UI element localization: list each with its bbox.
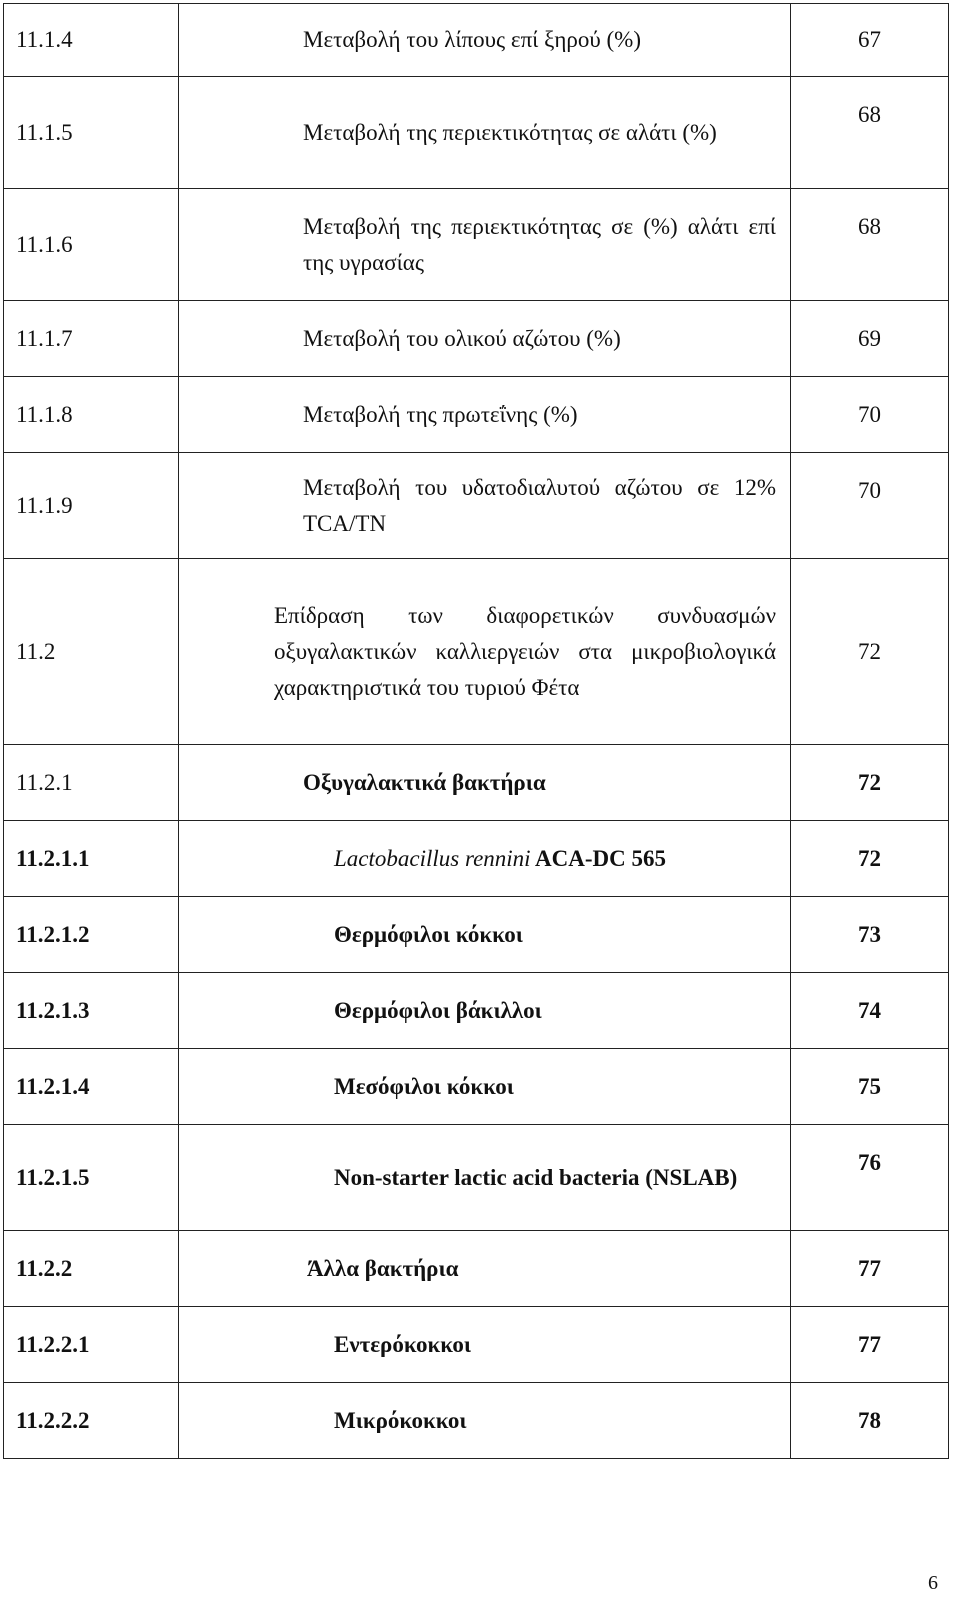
toc-row [4,189,949,301]
toc-page: 69 [791,301,949,377]
toc-title: Θερμόφιλοι βάκιλλοι [179,973,791,1049]
toc-title: Μικρόκοκκοι [179,1383,791,1459]
toc-page: 75 [791,1049,949,1125]
toc-title: Μεταβολή του ολικού αζώτου (%) [179,301,791,377]
toc-row [4,77,949,189]
toc-page: 77 [791,1231,949,1307]
toc-title-rest: ACA-DC 565 [530,845,667,871]
toc-title: Μεταβολή του υδατοδιαλυτού αζώτου σε 12% TCA/TN [179,453,791,559]
toc-row [4,559,949,745]
toc-row [4,821,949,897]
toc-number: 11.2.1.2 [4,897,179,973]
toc-page: 73 [791,897,949,973]
toc-title: Μεταβολή του λίπους επί ξηρού (%) [179,4,791,77]
toc-row [4,1383,949,1459]
toc-number: 11.2.1 [4,745,179,821]
toc-number: 11.1.4 [4,4,179,77]
toc-title: Μεσόφιλοι κόκκοι [179,1049,791,1125]
toc-number: 11.2.1.5 [4,1125,179,1231]
toc-number: 11.2.1.4 [4,1049,179,1125]
toc-number: 11.1.5 [4,77,179,189]
toc-number: 11.1.6 [4,189,179,301]
toc-row [4,453,949,559]
toc-page: 67 [791,4,949,77]
toc-row [4,4,949,77]
toc-title: Μεταβολή της πρωτεΐνης (%) [179,377,791,453]
toc-number: 11.1.9 [4,453,179,559]
toc-row [4,1307,949,1383]
toc-row [4,301,949,377]
toc-title: Εντερόκοκκοι [179,1307,791,1383]
toc-number: 11.2.2.1 [4,1307,179,1383]
toc-title: Άλλα βακτήρια [179,1231,791,1307]
toc-page: 68 [791,189,949,301]
toc-title-italic: Lactobacillus rennini [334,845,531,871]
toc-page: 68 [791,77,949,189]
toc-page: 78 [791,1383,949,1459]
toc-title: Non-starter lactic acid bacteria (NSLAB) [179,1125,791,1231]
toc-number: 11.2.1.1 [4,821,179,897]
toc-title: Θερμόφιλοι κόκκοι [179,897,791,973]
toc-page: 70 [791,453,949,559]
toc-page: 72 [791,821,949,897]
toc-row [4,1049,949,1125]
page-number: 6 [928,1572,938,1594]
toc-number: 11.2.1.3 [4,973,179,1049]
toc-number: 11.1.7 [4,301,179,377]
toc-number: 11.2.2.2 [4,1383,179,1459]
toc-row [4,745,949,821]
toc-title: Επίδραση των διαφορετικών συνδυασμών οξυγαλακτικών καλλιεργειών στα μικροβιολογικά χαρακτηριστικά του τυριού Φέτα [179,559,791,745]
toc-number: 11.2 [4,559,179,745]
toc-number: 11.1.8 [4,377,179,453]
toc-title: Οξυγαλακτικά βακτήρια [179,745,791,821]
toc-page: 76 [791,1125,949,1231]
toc-row [4,897,949,973]
toc-title: Μεταβολή της περιεκτικότητας σε (%) αλάτι επί της υγρασίας [179,189,791,301]
toc-row [4,377,949,453]
toc-title [179,821,791,897]
toc-row [4,1125,949,1231]
toc-page: 72 [791,745,949,821]
toc-number: 11.2.2 [4,1231,179,1307]
toc-page: 72 [791,559,949,745]
toc-table [3,3,949,1459]
toc-row [4,973,949,1049]
toc-page: 77 [791,1307,949,1383]
toc-row [4,1231,949,1307]
toc-title: Μεταβολή της περιεκτικότητας σε αλάτι (%) [179,77,791,189]
toc-page: 74 [791,973,949,1049]
toc-page: 70 [791,377,949,453]
